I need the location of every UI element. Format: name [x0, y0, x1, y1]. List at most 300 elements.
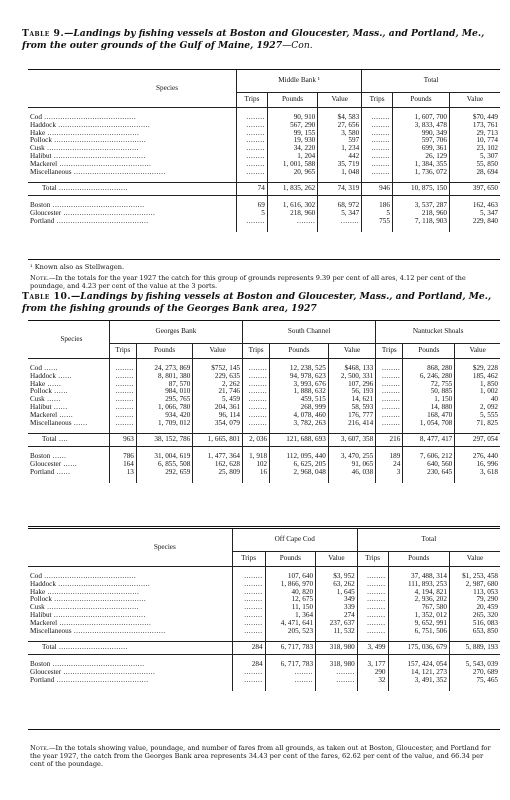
- table-cell: 20, 965: [267, 169, 317, 177]
- table-cell: 3, 618: [455, 469, 500, 477]
- table9-group-header: Middle Bank ¹: [237, 70, 362, 93]
- table-cell: [232, 677, 265, 685]
- dot-leader: ........: [381, 387, 401, 396]
- row-label: Total: [42, 184, 57, 193]
- dot-leader: ........: [248, 371, 268, 380]
- row-label: Haddock: [30, 371, 56, 380]
- row-label: Total: [42, 435, 57, 444]
- table-cell: 5, 307: [449, 153, 500, 161]
- table-cell: [316, 677, 358, 685]
- dot-leader: ........: [371, 159, 390, 168]
- table-cell: 1, 888, 632: [270, 388, 329, 396]
- table-cell: 112, 095, 440: [270, 453, 329, 461]
- dot-leader: ........................................: [51, 610, 146, 619]
- row-label: Hake: [30, 379, 46, 388]
- table-cell: 9, 652, 991: [388, 620, 449, 628]
- table-cell: 162, 628: [193, 461, 243, 469]
- table10-subheader: Trips: [109, 344, 136, 359]
- table-cell: 295, 765: [136, 396, 192, 404]
- dot-leader: ........................................: [54, 216, 149, 225]
- dot-leader: ......: [50, 452, 67, 461]
- table-cell: 349: [316, 596, 358, 604]
- table-cell: 7, 606, 212: [403, 453, 455, 461]
- table10-note-lead: Note.: [30, 744, 49, 752]
- table-cell: 270, 689: [449, 669, 500, 677]
- table-cell: [237, 218, 268, 226]
- dot-leader: ........: [246, 113, 265, 121]
- table10-subheader: Pounds: [270, 344, 329, 359]
- table9-title: [22, 28, 500, 52]
- table-cell: 1, 709, 012: [136, 420, 192, 428]
- table-cell: 516, 083: [449, 620, 500, 628]
- row-label: Miscellaneous: [30, 167, 72, 176]
- dot-leader: ........: [294, 675, 314, 684]
- dot-leader: ........................................: [61, 668, 156, 677]
- table-cell: 10, 774: [449, 137, 500, 145]
- dot-leader: ..............................: [56, 643, 128, 652]
- row-label: Haddock: [30, 579, 56, 588]
- table-cell: 229, 840: [449, 218, 500, 226]
- table-cell: $70, 449: [449, 114, 500, 122]
- dot-leader: ....: [56, 435, 69, 444]
- row-label: Miscellaneous: [30, 626, 72, 635]
- table-cell: 934, 420: [136, 412, 192, 420]
- table-cell: 699, 361: [392, 145, 449, 153]
- dot-leader: ......: [61, 460, 78, 469]
- table-cell: [376, 420, 403, 428]
- table-cell: [318, 218, 362, 226]
- table9-note-text: —In the totals for the year 1927 the catch for this group of grounds represents 9.39 per cent of all ares, 4.12 per cent of the poundage, and 4.23 per cent of the value at the 3 ports.: [30, 274, 466, 290]
- dot-leader: ........: [246, 151, 265, 160]
- table-cell: 3, 833, 478: [392, 122, 449, 130]
- dot-leader: ........: [294, 668, 314, 677]
- dot-leader: ........: [371, 128, 390, 137]
- table-cell: 24, 273, 869: [136, 365, 192, 373]
- dot-leader: ......: [44, 395, 61, 404]
- row-label: Cod: [30, 364, 42, 372]
- table-cell: 237, 637: [316, 620, 358, 628]
- table-cell: 16: [243, 469, 270, 477]
- row-label: Cusk: [30, 395, 45, 404]
- table-cell: $3, 952: [316, 573, 358, 581]
- dot-leader: ........: [244, 579, 263, 588]
- row-label: Total: [42, 643, 57, 652]
- table-cell: 204, 361: [193, 404, 243, 412]
- table-cell: 102: [243, 461, 270, 469]
- table9-subheader: Pounds: [392, 93, 449, 108]
- dot-leader: ........: [115, 395, 134, 404]
- table10-group-header: South Channel: [243, 321, 376, 344]
- dot-leader: ........: [244, 595, 263, 604]
- table-cell: 2, 936, 202: [388, 596, 449, 604]
- table-cell: 25, 809: [193, 469, 243, 477]
- table10b-subheader: Trips: [357, 552, 388, 567]
- row-label: Portland: [30, 675, 55, 684]
- row-label: Halibut: [30, 151, 52, 160]
- table-cell: 176, 777: [328, 412, 375, 420]
- table10-species-header: Species: [28, 321, 109, 359]
- table-cell: 29, 713: [449, 130, 500, 138]
- row-label: Cusk: [30, 144, 45, 153]
- dot-leader: ........: [381, 395, 401, 404]
- table-cell: 339: [316, 604, 358, 612]
- dot-leader: ........................................: [50, 660, 145, 669]
- table-cell: 1, 645: [316, 589, 358, 597]
- table10-note: [30, 744, 498, 768]
- table-cell: 16, 996: [455, 461, 500, 469]
- row-label: Mackerel: [30, 159, 58, 168]
- dot-leader: ........: [248, 387, 268, 396]
- table-cell: 1, 918: [243, 453, 270, 461]
- table-cell: 567, 290: [267, 122, 317, 130]
- table-row: [28, 420, 500, 428]
- row-label: Boston: [30, 452, 51, 461]
- table10-subheader: Pounds: [136, 344, 192, 359]
- table-cell: 3, 177: [357, 661, 388, 669]
- table-cell: 4, 078, 460: [270, 412, 329, 420]
- row-label: Cod: [30, 113, 42, 121]
- dot-leader: ........: [246, 136, 265, 145]
- table-cell: [232, 628, 265, 636]
- dot-leader: ........: [244, 587, 263, 596]
- table9-subheader: Trips: [237, 93, 268, 108]
- table-cell: 3, 607, 358: [328, 434, 375, 447]
- dot-leader: ......: [54, 467, 71, 476]
- dot-leader: ........: [248, 364, 268, 372]
- table9-subheader: Value: [449, 93, 500, 108]
- table-cell: 354, 079: [193, 420, 243, 428]
- table-cell: 1, 736, 072: [392, 169, 449, 177]
- table-cell: 284: [232, 642, 265, 655]
- table-cell: 5: [362, 210, 393, 218]
- dot-leader: ........: [381, 418, 401, 427]
- dot-leader: ........: [248, 379, 268, 388]
- table-cell: 35, 719: [318, 161, 362, 169]
- dot-leader: ........: [367, 626, 386, 635]
- row-label: Haddock: [30, 120, 56, 129]
- table-cell: 318, 980: [316, 661, 358, 669]
- row-label: Gloucester: [30, 668, 62, 677]
- dot-leader: ........: [244, 668, 263, 677]
- row-label: Cod: [30, 572, 42, 580]
- dot-leader: ........: [371, 144, 390, 153]
- table-cell: 113, 053: [449, 589, 500, 597]
- dot-leader: ........................................: [51, 136, 147, 145]
- table-cell: 186: [362, 202, 393, 210]
- table-cell: 5, 555: [455, 412, 500, 420]
- dot-leader: ........: [244, 610, 263, 619]
- table-cell: 1, 384, 355: [392, 161, 449, 169]
- dot-leader: ........: [246, 128, 265, 137]
- table-cell: 6, 717, 783: [265, 661, 315, 669]
- table-cell: 7, 118, 903: [392, 218, 449, 226]
- dot-leader: ........: [246, 167, 265, 176]
- table-cell: 786: [109, 453, 136, 461]
- table-cell: 11, 532: [316, 628, 358, 636]
- table-cell: 268, 999: [270, 404, 329, 412]
- table9-title-lead: Table 9.: [22, 28, 65, 39]
- table-cell: 1, 364: [265, 612, 315, 620]
- table-cell: 46, 038: [328, 469, 375, 477]
- dot-leader: ........: [381, 410, 401, 419]
- table-cell: 162, 463: [449, 202, 500, 210]
- table-cell: 5, 347: [318, 210, 362, 218]
- row-label: Gloucester: [30, 460, 62, 469]
- table-cell: 597, 706: [392, 137, 449, 145]
- table-cell: 121, 688, 693: [270, 434, 329, 447]
- table-cell: 3: [376, 469, 403, 477]
- dot-leader: ........: [246, 216, 265, 225]
- dot-leader: ........: [381, 402, 401, 411]
- dot-leader: ........: [367, 595, 386, 604]
- row-label: Cusk: [30, 603, 45, 612]
- table-cell: 91, 065: [328, 461, 375, 469]
- table-cell: 5, 347: [449, 210, 500, 218]
- dot-leader: ........: [115, 387, 134, 396]
- table-row: [28, 642, 500, 655]
- table-cell: 1, 204: [267, 153, 317, 161]
- table10-title-text: —Landings by fishing vessels at Boston and Gloucester, Mass., and Portland, Me., from the fishing grounds of the Georges Bank area, 1927: [22, 291, 492, 314]
- dot-leader: ........................................: [41, 572, 137, 580]
- dot-leader: ........: [244, 618, 263, 627]
- dot-leader: ........................................: [45, 128, 140, 137]
- table-cell: 32: [357, 677, 388, 685]
- table-cell: 2, 036: [243, 434, 270, 447]
- dot-leader: ........................................: [55, 579, 151, 588]
- table-cell: 12, 238, 525: [270, 365, 329, 373]
- table-cell: 2, 500, 331: [328, 373, 375, 381]
- dot-leader: ........: [246, 120, 265, 129]
- table-cell: 597: [318, 137, 362, 145]
- table-cell: 230, 645: [403, 469, 455, 477]
- table10-title: [22, 291, 500, 315]
- table-cell: 653, 850: [449, 628, 500, 636]
- dot-leader: ......: [51, 387, 69, 396]
- dot-leader: ........: [115, 364, 134, 372]
- table-cell: $1, 253, 458: [449, 573, 500, 581]
- table-cell: 216: [376, 434, 403, 447]
- spacer-row: [28, 226, 500, 232]
- table-cell: 3, 580: [318, 130, 362, 138]
- table-cell: 3, 537, 287: [392, 202, 449, 210]
- dot-leader: ........: [381, 371, 401, 380]
- table10: [28, 321, 500, 483]
- row-label: Portland: [30, 216, 55, 225]
- table-cell: 868, 280: [403, 365, 455, 373]
- table-cell: 1, 866, 970: [265, 581, 315, 589]
- table-cell: 111, 893, 253: [388, 581, 449, 589]
- table-cell: 284: [232, 661, 265, 669]
- dot-leader: ........: [296, 216, 316, 225]
- table-cell: 3, 782, 263: [270, 420, 329, 428]
- table10b-subheader: Value: [449, 552, 500, 567]
- dot-leader: ........: [340, 216, 360, 225]
- table-cell: 63, 262: [316, 581, 358, 589]
- dot-leader: ......: [51, 402, 68, 411]
- dot-leader: ........: [381, 364, 401, 372]
- dot-leader: ........................................: [71, 167, 166, 176]
- table-cell: [243, 420, 270, 428]
- dot-leader: ........: [244, 572, 263, 580]
- table10-group-header: Nantucket Shoals: [376, 321, 500, 344]
- table-cell: 99, 155: [267, 130, 317, 138]
- row-label: Portland: [30, 467, 55, 476]
- table-cell: 11, 150: [265, 604, 315, 612]
- dot-leader: ........: [367, 579, 386, 588]
- table10b-subheader: Pounds: [265, 552, 315, 567]
- dot-leader: ........: [381, 379, 401, 388]
- dot-leader: ......: [45, 379, 62, 388]
- dot-leader: ........: [246, 144, 265, 153]
- table-cell: 4, 471, 641: [265, 620, 315, 628]
- table10b-subheader: Value: [316, 552, 358, 567]
- row-label: Boston: [30, 660, 51, 669]
- table-cell: [267, 218, 317, 226]
- table-cell: 79, 290: [449, 596, 500, 604]
- table-cell: 31, 004, 619: [136, 453, 192, 461]
- table10-subheader: Trips: [243, 344, 270, 359]
- table-row: [28, 434, 500, 447]
- row-label: Gloucester: [30, 209, 62, 218]
- table-cell: 755: [362, 218, 393, 226]
- dot-leader: ........: [371, 113, 390, 121]
- dot-leader: ........: [367, 610, 386, 619]
- table-cell: 5, 889, 193: [449, 642, 500, 655]
- table-cell: 75, 465: [449, 677, 500, 685]
- table-row: [28, 218, 500, 226]
- table-cell: 87, 570: [136, 381, 192, 389]
- table-cell: 74: [237, 183, 268, 196]
- table-cell: 50, 885: [403, 388, 455, 396]
- table9-group-header: Total: [362, 70, 500, 93]
- table-cell: 229, 635: [193, 373, 243, 381]
- table-cell: 1, 616, 302: [267, 202, 317, 210]
- table-cell: 8, 801, 380: [136, 373, 192, 381]
- dot-leader: ......: [41, 364, 59, 372]
- dot-leader: ........: [244, 675, 263, 684]
- table-cell: 1, 066, 780: [136, 404, 192, 412]
- dot-leader: ......: [55, 371, 73, 380]
- row-label: Halibut: [30, 402, 52, 411]
- table-cell: 274: [316, 612, 358, 620]
- table-cell: 1, 607, 700: [392, 114, 449, 122]
- table-cell: 3, 499: [357, 642, 388, 655]
- table-cell: 94, 978, 623: [270, 373, 329, 381]
- table-cell: 6, 625, 205: [270, 461, 329, 469]
- row-label: Boston: [30, 201, 51, 210]
- table-cell: $4, 583: [318, 114, 362, 122]
- row-label: Pollock: [30, 136, 52, 145]
- dot-leader: ........................................: [41, 113, 137, 121]
- table9-subheader: Pounds: [267, 93, 317, 108]
- table-cell: 23, 102: [449, 145, 500, 153]
- table-cell: 26, 129: [392, 153, 449, 161]
- dot-leader: ........................................: [45, 587, 140, 596]
- table-cell: 3, 470, 255: [328, 453, 375, 461]
- table10b-group-header: Off Cape Cod: [232, 529, 357, 552]
- table-cell: 990, 349: [392, 130, 449, 138]
- table10b-subheader: Trips: [232, 552, 265, 567]
- table-cell: 640, 560: [403, 461, 455, 469]
- table-cell: 2, 092: [455, 404, 500, 412]
- table9-footnote: ¹ Known also as Stellwagen.: [30, 263, 125, 271]
- table10-subheader: Value: [328, 344, 375, 359]
- table-cell: 168, 470: [403, 412, 455, 420]
- row-label: Pollock: [30, 595, 52, 604]
- table9-subheader: Trips: [362, 93, 393, 108]
- table10-group-header: Georges Bank: [109, 321, 242, 344]
- table-row: [28, 183, 500, 196]
- dot-leader: ..............................: [56, 184, 128, 193]
- dot-leader: ........: [244, 626, 263, 635]
- table9-note-lead: Note.: [30, 274, 49, 282]
- table-cell: 218, 960: [392, 210, 449, 218]
- table-cell: 205, 523: [265, 628, 315, 636]
- table9: [28, 70, 500, 232]
- dot-leader: ........................................: [51, 151, 146, 160]
- table-cell: 216, 414: [328, 420, 375, 428]
- row-label: Miscellaneous: [30, 418, 72, 427]
- dot-leader: ........: [371, 120, 390, 129]
- dot-leader: ........................................: [44, 603, 139, 612]
- table-cell: [237, 169, 268, 177]
- table-cell: 58, 593: [328, 404, 375, 412]
- dot-leader: ........: [336, 668, 355, 677]
- table-cell: 68, 972: [318, 202, 362, 210]
- table-cell: 5, 543, 039: [449, 661, 500, 669]
- table10-subheader: Trips: [376, 344, 403, 359]
- table-cell: 10, 875, 150: [392, 183, 449, 196]
- dot-leader: ........: [248, 410, 268, 419]
- table-cell: 5, 459: [193, 396, 243, 404]
- dot-leader: ........: [248, 418, 268, 427]
- table-cell: 38, 152, 786: [136, 434, 192, 447]
- table-cell: 6, 751, 506: [388, 628, 449, 636]
- table-cell: 1, 352, 012: [388, 612, 449, 620]
- table-cell: 107, 296: [328, 381, 375, 389]
- table-cell: 1, 665, 801: [193, 434, 243, 447]
- table10-continued: [28, 529, 500, 691]
- table-cell: 265, 320: [449, 612, 500, 620]
- table-cell: 6, 855, 508: [136, 461, 192, 469]
- table-cell: 173, 761: [449, 122, 500, 130]
- table-cell: 21, 746: [193, 388, 243, 396]
- table-cell: 37, 488, 314: [388, 573, 449, 581]
- table-cell: 1, 234: [318, 145, 362, 153]
- table-cell: 8, 477, 417: [403, 434, 455, 447]
- table9-title-tail: —Con.: [282, 40, 313, 51]
- table-cell: 1, 054, 708: [403, 420, 455, 428]
- dot-leader: ........................................: [71, 626, 166, 635]
- table10-title-lead: Table 10.: [22, 291, 72, 302]
- dot-leader: ........: [336, 675, 355, 684]
- spacer-row: [28, 685, 500, 691]
- table-cell: 107, 640: [265, 573, 315, 581]
- table-cell: [109, 420, 136, 428]
- row-label: Mackerel: [30, 410, 58, 419]
- table-cell: [357, 628, 388, 636]
- table-cell: 34, 220: [267, 145, 317, 153]
- table-cell: 946: [362, 183, 393, 196]
- dot-leader: ........: [248, 402, 268, 411]
- table-cell: 6, 717, 783: [265, 642, 315, 655]
- table-cell: 1, 477, 364: [193, 453, 243, 461]
- table-cell: 2, 987, 680: [449, 581, 500, 589]
- table10b-group-header: Total: [357, 529, 500, 552]
- dot-leader: ........: [115, 418, 134, 427]
- dot-leader: ........................................: [61, 209, 156, 218]
- dot-leader: ......: [57, 410, 74, 419]
